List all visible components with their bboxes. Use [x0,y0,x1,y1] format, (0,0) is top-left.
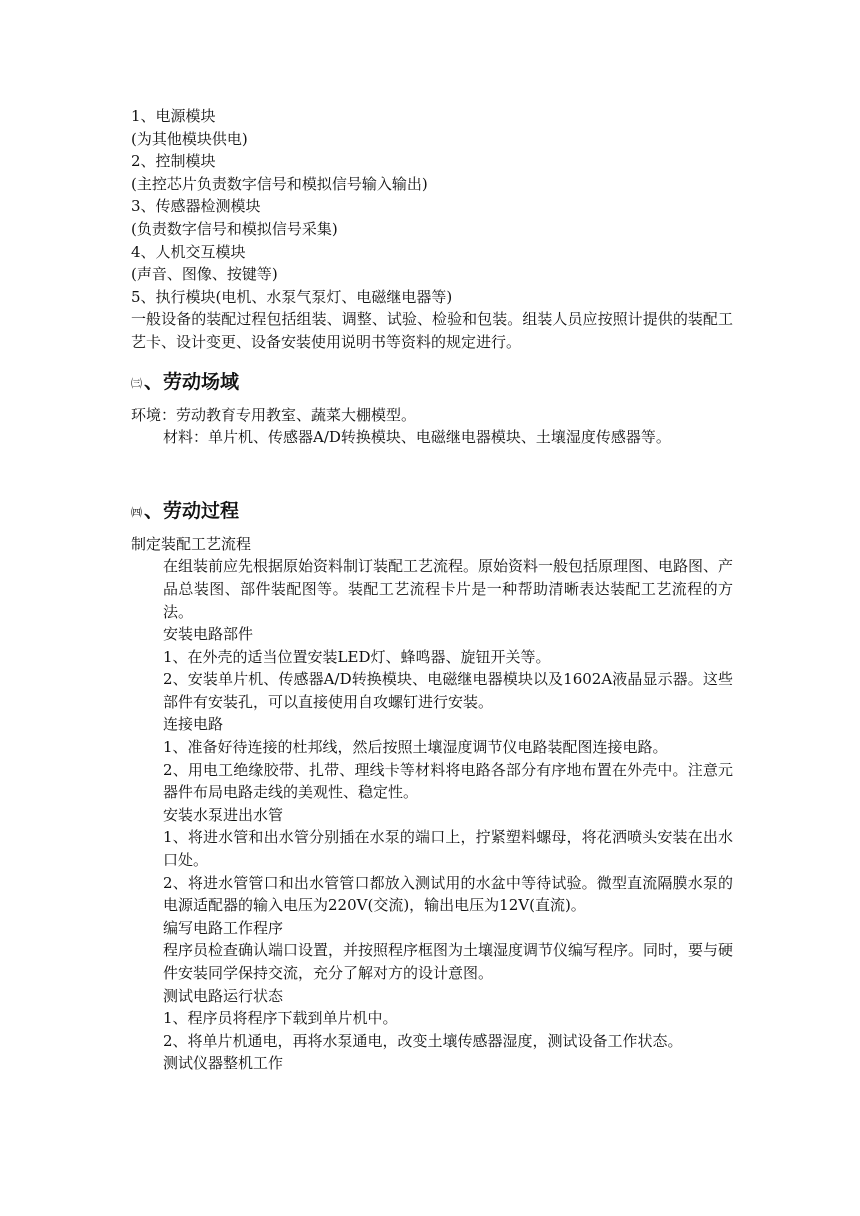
module-3-desc: (负责数字信号和模拟信号采集) [131,219,338,238]
section-4-title: 、劳动过程 [144,499,240,522]
module-1-title: 1、电源模块 [131,107,216,125]
module-4-title: 4、人机交互模块 [131,242,246,261]
sub3-title: 连接电路 [163,715,224,734]
sub2-title: 安装电路部件 [163,625,254,644]
sub4-item-1: 1、将进水管和出水管分别插在水泵的端口上，拧紧塑料螺母，将花洒喷头安装在出水口处。 [163,828,733,870]
sub4-title: 安装水泵进出水管 [163,805,284,824]
sub1-text: 在组装前应先根据原始资料制订装配工艺流程。原始资料一般包括原理图、电路图、产品总装图、部件装配图等。装配工艺流程卡片是一种帮助清晰表达装配工艺流程的方法。 [163,557,734,621]
sub3-item-2: 2、用电工绝缘胶带、扎带、理线卡等材料将电路各部分有序地布置在外壳中。注意元器件布局电路走线的美观性、稳定性。 [163,760,733,802]
assembly-paragraph: 一般设备的装配过程包括组装、调整、试验、检验和包装。组装人员应按照计提供的装配工艺卡、设计变更、设备安装使用说明书等资料的规定进行。 [131,310,733,351]
sub6-item-2: 2、将单片机通电，再将水泵通电，改变土壤传感器湿度，测试设备工作状态。 [163,1031,683,1050]
module-2-title: 2、控制模块 [131,152,216,171]
sub2-item-2: 2、安装单片机、传感器A/D转换模块、电磁继电器模块以及1602A液晶显示器。这些部件有安装孔，可以直接使用自攻螺钉进行安装。 [163,670,733,711]
module-2-desc: (主控芯片负责数字信号和模拟信号输入输出) [131,174,428,193]
sub5-text: 程序员检查确认端口设置，并按照程序框图为土壤湿度调节仪编写程序。同时，要与硬件安装同学保持交流，充分了解对方的设计意图。 [163,941,734,982]
module-3-title: 3、传感器检测模块 [131,197,261,216]
sub7-title: 测试仪器整机工作 [163,1054,284,1073]
section-4-heading [131,497,733,527]
section-4-mark: ㈣ [131,505,142,519]
materials-text: 材料：单片机、传感器A/D转换模块、电磁继电器模块、土壤湿度传感器等。 [163,428,671,447]
module-1-desc: (为其他模块供电) [131,129,248,148]
sub4-item-2: 2、将进水管管口和出水管管口都放入测试用的水盆中等待试验。微型直流隔膜水泵的电源适配器的输入电压为220V(交流)，输出电压为12V(直流)。 [163,873,733,915]
module-5-title: 5、执行模块(电机、水泵气泵灯、电磁继电器等) [131,287,453,306]
module-4-desc: (声音、图像、按键等) [131,265,278,284]
section-3-title: 、劳动场域 [144,370,240,393]
document-body [131,105,733,1075]
sub5-title: 编写电路工作程序 [163,918,284,937]
sub3-item-1: 1、准备好待连接的杜邦线，然后按照土壤湿度调节仪电路装配图连接电路。 [163,738,668,757]
sub6-item-1: 1、程序员将程序下载到单片机中。 [163,1009,398,1028]
section-3-mark: ㈢ [131,376,142,390]
sub2-item-1: 1、在外壳的适当位置安装LED灯、蜂鸣器、旋钮开关等。 [163,647,551,666]
sub6-title: 测试电路运行状态 [163,986,284,1005]
sub1-title: 制定装配工艺流程 [131,534,252,553]
section-3-heading [131,368,733,398]
environment-text: 环境：劳动教育专用教室、蔬菜大棚模型。 [131,405,417,424]
